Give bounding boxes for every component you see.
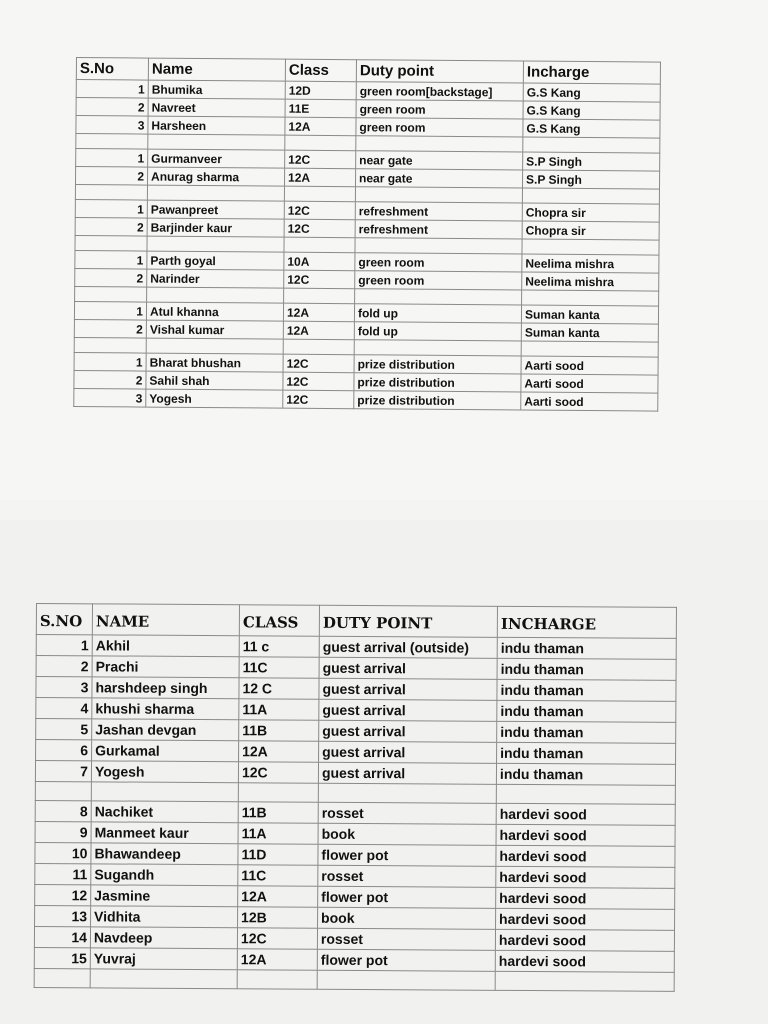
cell-incharge: hardevi sood xyxy=(495,929,674,951)
cell-sno: 8 xyxy=(35,800,91,821)
header-name: NAME xyxy=(92,604,239,636)
top-sheet xyxy=(0,0,768,500)
cell-name: Atul khanna xyxy=(146,302,283,321)
cell-sno: 2 xyxy=(75,268,147,287)
cell-duty-point: fold up xyxy=(354,304,521,323)
cell-sno: 2 xyxy=(36,656,92,677)
cell-incharge: indu thaman xyxy=(497,679,676,701)
cell-duty-point: rosset xyxy=(317,928,495,950)
cell-name: Narinder xyxy=(147,269,284,288)
cell-sno: 1 xyxy=(75,250,147,269)
cell-class: 12C xyxy=(284,201,355,220)
cell-duty-point: fold up xyxy=(354,322,521,341)
cell-duty-point: rosset xyxy=(318,865,496,887)
header-duty-point: DUTY POINT xyxy=(319,605,497,637)
cell-name: Gurkamal xyxy=(92,740,239,762)
cell-sno xyxy=(76,134,148,150)
cell-class xyxy=(283,339,354,355)
cell-incharge xyxy=(495,971,674,991)
cell-duty-point: near gate xyxy=(356,151,523,170)
cell-name: Yogesh xyxy=(146,389,283,408)
cell-incharge: G.S Kang xyxy=(523,119,660,138)
cell-sno xyxy=(35,781,91,800)
cell-duty-point: prize distribution xyxy=(354,391,521,410)
cell-duty-point xyxy=(355,289,522,305)
header-row xyxy=(36,604,676,639)
cell-duty-point: refreshment xyxy=(355,220,522,239)
cell-duty-point: flower pot xyxy=(317,949,495,971)
cell-class: 12C xyxy=(284,219,355,238)
cell-incharge: Neelima mishra xyxy=(522,254,659,273)
cell-duty-point: refreshment xyxy=(355,202,522,221)
cell-class xyxy=(285,135,356,151)
cell-sno: 2 xyxy=(74,319,146,338)
cell-sno: 2 xyxy=(76,98,148,117)
cell-class: 12A xyxy=(239,741,319,762)
cell-name: Sugandh xyxy=(91,864,238,886)
cell-sno: 2 xyxy=(74,370,146,389)
cell-duty-point: green room xyxy=(355,253,522,272)
cell-duty-point: prize distribution xyxy=(354,355,521,374)
cell-sno: 11 xyxy=(35,863,91,884)
cell-incharge xyxy=(522,188,659,204)
cell-name: Prachi xyxy=(92,656,239,678)
cell-sno: 2 xyxy=(75,167,147,186)
cell-sno: 1 xyxy=(74,352,146,371)
cell-sno: 15 xyxy=(34,947,90,968)
cell-duty-point: flower pot xyxy=(318,844,496,866)
cell-name: Gurmanveer xyxy=(148,149,285,168)
cell-duty-point: green room xyxy=(356,100,523,119)
cell-name: Sahil shah xyxy=(146,371,283,390)
cell-incharge: indu thaman xyxy=(497,700,676,722)
cell-name: Parth goyal xyxy=(147,251,284,270)
cell-incharge: indu thaman xyxy=(497,658,676,680)
cell-duty-point: guest arrival xyxy=(319,699,497,721)
cell-incharge: G.S Kang xyxy=(523,101,660,120)
duty-table-2 xyxy=(34,603,677,992)
cell-duty-point xyxy=(318,783,496,803)
cell-class: 12A xyxy=(237,949,317,970)
cell-sno: 6 xyxy=(36,740,92,761)
cell-name xyxy=(147,236,284,252)
cell-name: Yuvraj xyxy=(90,948,237,970)
cell-sno xyxy=(75,185,147,201)
table-body xyxy=(34,635,676,992)
cell-sno: 2 xyxy=(75,217,147,236)
cell-sno: 14 xyxy=(34,926,90,947)
cell-duty-point: book xyxy=(318,823,496,845)
cell-duty-point: guest arrival xyxy=(319,678,497,700)
header-class: Class xyxy=(285,59,356,82)
cell-class: 12A xyxy=(285,117,356,136)
cell-class: 10A xyxy=(284,252,355,271)
cell-incharge: Neelima mishra xyxy=(522,272,659,291)
cell-name: Bhawandeep xyxy=(91,843,238,865)
cell-name xyxy=(147,185,284,201)
cell-incharge: Aarti sood xyxy=(521,392,658,411)
header-incharge: INCHARGE xyxy=(497,606,676,638)
cell-duty-point: guest arrival xyxy=(319,657,497,679)
cell-name: Jashan devgan xyxy=(92,719,239,741)
cell-name: Vishal kumar xyxy=(146,320,283,339)
cell-class xyxy=(284,237,355,253)
cell-duty-point: green room xyxy=(355,271,522,290)
cell-sno: 3 xyxy=(36,677,92,698)
cell-name: Navreet xyxy=(148,98,285,117)
cell-name: Bhumika xyxy=(148,80,285,99)
cell-duty-point xyxy=(354,340,521,356)
header-name: Name xyxy=(148,58,285,81)
cell-duty-point xyxy=(355,187,522,203)
cell-duty-point: green room[backstage] xyxy=(356,82,523,101)
cell-class xyxy=(284,186,355,202)
cell-incharge: Suman kanta xyxy=(521,305,658,324)
cell-incharge: hardevi sood xyxy=(496,845,675,867)
cell-incharge: hardevi sood xyxy=(495,950,674,972)
cell-class: 12C xyxy=(283,354,354,373)
cell-duty-point: rosset xyxy=(318,802,496,824)
cell-class xyxy=(237,970,317,989)
cell-duty-point: flower pot xyxy=(318,886,496,908)
header-sno: S.NO xyxy=(36,604,92,635)
cell-incharge: hardevi sood xyxy=(496,866,675,888)
cell-name: Vidhita xyxy=(91,906,238,928)
cell-incharge xyxy=(521,341,658,357)
cell-sno: 7 xyxy=(35,761,91,782)
cell-incharge: Chopra sir xyxy=(522,203,659,222)
cell-name: Bharat bhushan xyxy=(146,353,283,372)
cell-sno: 13 xyxy=(35,905,91,926)
cell-sno: 1 xyxy=(76,149,148,168)
cell-duty-point xyxy=(355,238,522,254)
cell-sno: 3 xyxy=(74,388,146,407)
cell-duty-point xyxy=(356,136,523,152)
cell-name xyxy=(90,969,237,989)
cell-sno xyxy=(74,337,146,353)
cell-class xyxy=(238,783,318,802)
cell-sno: 10 xyxy=(35,842,91,863)
cell-sno: 1 xyxy=(74,301,146,320)
cell-name: Barjinder kaur xyxy=(147,218,284,237)
cell-name: harshdeep singh xyxy=(92,677,239,699)
cell-sno: 1 xyxy=(36,635,92,656)
duty-table-1 xyxy=(73,57,661,412)
cell-class: 12C xyxy=(238,762,318,783)
cell-incharge: hardevi sood xyxy=(496,824,675,846)
cell-duty-point: guest arrival (outside) xyxy=(319,636,497,658)
cell-incharge: hardevi sood xyxy=(496,887,675,909)
cell-sno: 4 xyxy=(36,698,92,719)
cell-name: Yogesh xyxy=(91,761,238,783)
table-body xyxy=(74,80,661,412)
cell-class: 11E xyxy=(285,99,356,118)
cell-name: Pawanpreet xyxy=(147,200,284,219)
cell-incharge: indu thaman xyxy=(497,721,676,743)
cell-class: 12A xyxy=(238,886,318,907)
cell-incharge: Chopra sir xyxy=(522,221,659,240)
cell-name: Manmeet kaur xyxy=(91,822,238,844)
cell-sno: 12 xyxy=(35,884,91,905)
cell-incharge xyxy=(522,239,659,255)
cell-duty-point xyxy=(317,970,495,990)
cell-name xyxy=(148,134,285,150)
cell-incharge: indu thaman xyxy=(497,742,676,764)
cell-sno: 1 xyxy=(76,80,148,99)
cell-duty-point: guest arrival xyxy=(319,741,497,763)
cell-class: 11A xyxy=(239,699,319,720)
cell-sno xyxy=(75,286,147,302)
cell-class: 12 C xyxy=(239,678,319,699)
cell-incharge xyxy=(523,137,660,153)
cell-sno: 3 xyxy=(76,116,148,135)
cell-class: 11 c xyxy=(239,636,319,657)
cell-class: 11B xyxy=(239,720,319,741)
cell-sno: 5 xyxy=(36,719,92,740)
cell-class: 12C xyxy=(283,390,354,409)
cell-incharge: Suman kanta xyxy=(521,323,658,342)
header-sno: S.No xyxy=(76,58,148,81)
cell-name: Navdeep xyxy=(90,927,237,949)
cell-class: 11D xyxy=(238,844,318,865)
cell-class: 11B xyxy=(238,802,318,823)
cell-class: 12C xyxy=(285,150,356,169)
cell-class: 11C xyxy=(238,865,318,886)
cell-name: Nachiket xyxy=(91,801,238,823)
cell-name: Harsheen xyxy=(148,116,285,135)
header-incharge: Incharge xyxy=(523,61,660,84)
cell-incharge xyxy=(496,784,675,804)
cell-class: 12D xyxy=(285,81,356,100)
cell-duty-point: book xyxy=(318,907,496,929)
cell-sno xyxy=(34,968,90,987)
cell-duty-point: guest arrival xyxy=(318,762,496,784)
header-class: CLASS xyxy=(239,605,319,636)
cell-name xyxy=(146,338,283,354)
cell-duty-point: guest arrival xyxy=(319,720,497,742)
cell-class: 12A xyxy=(283,321,354,340)
cell-incharge: Aarti sood xyxy=(521,374,658,393)
cell-incharge: Aarti sood xyxy=(521,356,658,375)
cell-duty-point: near gate xyxy=(355,169,522,188)
cell-name xyxy=(147,287,284,303)
cell-incharge: S.P Singh xyxy=(523,152,660,171)
cell-class xyxy=(284,288,355,304)
cell-name: Anurag sharma xyxy=(147,167,284,186)
cell-incharge: S.P Singh xyxy=(522,170,659,189)
cell-name: Akhil xyxy=(92,635,239,657)
cell-incharge: indu thaman xyxy=(497,637,676,659)
cell-class: 12A xyxy=(284,168,355,187)
cell-duty-point: green room xyxy=(356,118,523,137)
cell-incharge xyxy=(522,290,659,306)
table-row xyxy=(34,968,674,991)
cell-incharge: G.S Kang xyxy=(523,83,660,102)
cell-name: khushi sharma xyxy=(92,698,239,720)
cell-class: 12C xyxy=(237,928,317,949)
cell-class: 12C xyxy=(283,372,354,391)
cell-class: 11C xyxy=(239,657,319,678)
cell-duty-point: prize distribution xyxy=(354,373,521,392)
cell-incharge: indu thaman xyxy=(496,763,675,785)
cell-sno: 9 xyxy=(35,821,91,842)
cell-class: 12A xyxy=(283,303,354,322)
cell-name xyxy=(91,782,238,802)
cell-sno: 1 xyxy=(75,199,147,218)
cell-incharge: hardevi sood xyxy=(496,908,675,930)
cell-class: 12C xyxy=(284,270,355,289)
cell-class: 11A xyxy=(238,823,318,844)
cell-incharge: hardevi sood xyxy=(496,803,675,825)
header-duty-point: Duty point xyxy=(356,60,523,83)
cell-class: 12B xyxy=(238,907,318,928)
cell-name: Jasmine xyxy=(91,885,238,907)
table-row xyxy=(74,388,658,411)
cell-sno xyxy=(75,235,147,251)
